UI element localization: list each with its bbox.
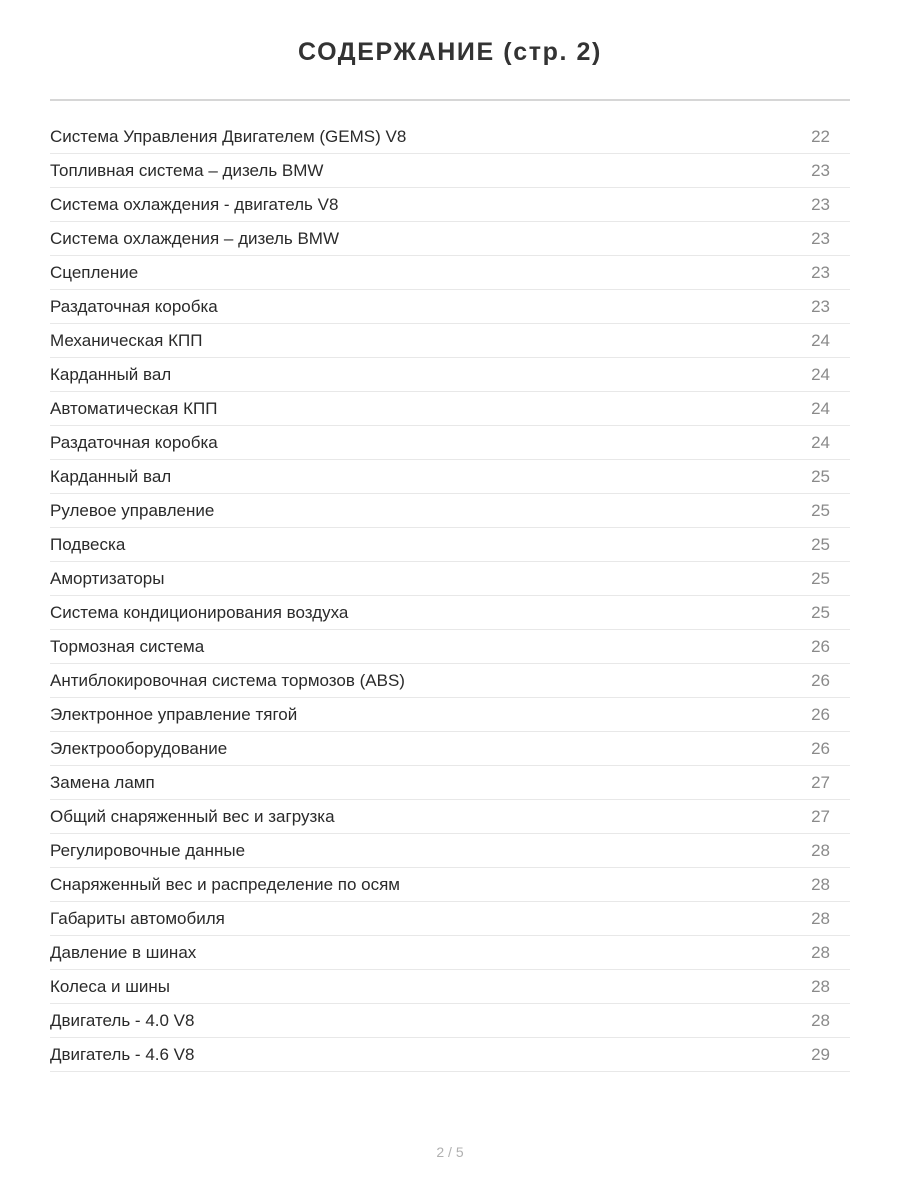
toc-entry-title: Система охлаждения – дизель BMW xyxy=(50,229,340,248)
toc-row[interactable] xyxy=(50,562,850,596)
toc-entry-page: 23 xyxy=(811,195,830,214)
toc-entry-page: 28 xyxy=(811,909,830,928)
toc-entry-page: 23 xyxy=(811,297,830,316)
toc-entry-page: 28 xyxy=(811,943,830,962)
toc-entry-title: Двигатель - 4.0 V8 xyxy=(50,1011,195,1030)
toc-entry-title: Система охлаждения - двигатель V8 xyxy=(50,195,339,214)
toc-entry-title: Топливная система – дизель BMW xyxy=(50,161,324,180)
toc-entry-page: 28 xyxy=(811,1011,830,1030)
toc-row[interactable] xyxy=(50,426,850,460)
toc-row[interactable] xyxy=(50,902,850,936)
toc-row[interactable] xyxy=(50,528,850,562)
toc-row[interactable] xyxy=(50,970,850,1004)
toc-entry-page: 24 xyxy=(811,331,830,350)
toc-entry-title: Раздаточная коробка xyxy=(50,433,218,452)
toc-entry-page: 24 xyxy=(811,365,830,384)
toc-entry-title: Тормозная система xyxy=(50,637,205,656)
toc-entry-page: 27 xyxy=(811,773,830,792)
toc-entry-page: 28 xyxy=(811,841,830,860)
toc-row[interactable] xyxy=(50,732,850,766)
title-divider xyxy=(50,99,850,101)
toc-entry-title: Карданный вал xyxy=(50,365,172,384)
toc-entry-page: 23 xyxy=(811,263,830,282)
toc-entry-page: 24 xyxy=(811,399,830,418)
toc-entry-page: 24 xyxy=(811,433,830,452)
toc-entry-page: 29 xyxy=(811,1045,830,1064)
toc-entry-page: 26 xyxy=(811,705,830,724)
toc-row[interactable] xyxy=(50,324,850,358)
toc-entry-title: Замена ламп xyxy=(50,773,155,792)
toc-entry-title: Общий снаряженный вес и загрузка xyxy=(50,807,335,826)
toc-entry-page: 25 xyxy=(811,467,830,486)
toc-entry-title: Давление в шинах xyxy=(50,943,197,962)
toc-entry-title: Снаряженный вес и распределение по осям xyxy=(50,875,400,894)
toc-entry-title: Электрооборудование xyxy=(50,739,228,758)
toc-row[interactable] xyxy=(50,664,850,698)
toc-entry-title: Амортизаторы xyxy=(50,569,165,588)
toc-row[interactable] xyxy=(50,120,850,154)
toc-entry-title: Подвеска xyxy=(50,535,126,554)
toc-row[interactable] xyxy=(50,1038,850,1072)
toc-entry-title: Электронное управление тягой xyxy=(50,705,298,724)
toc-entry-title: Автоматическая КПП xyxy=(50,399,218,418)
toc-entry-page: 28 xyxy=(811,977,830,996)
toc-entry-page: 23 xyxy=(811,161,830,180)
toc-row[interactable] xyxy=(50,188,850,222)
toc-entry-title: Антиблокировочная система тормозов (ABS) xyxy=(50,671,405,690)
toc-row[interactable] xyxy=(50,936,850,970)
toc-entry-page: 23 xyxy=(811,229,830,248)
toc-row[interactable] xyxy=(50,698,850,732)
toc-entry-title: Система кондиционирования воздуха xyxy=(50,603,349,622)
toc-entry-page: 26 xyxy=(811,637,830,656)
toc-row[interactable] xyxy=(50,1004,850,1038)
toc-row[interactable] xyxy=(50,154,850,188)
toc-entry-title: Сцепление xyxy=(50,263,139,282)
toc-row[interactable] xyxy=(50,358,850,392)
toc-entry-page: 25 xyxy=(811,569,830,588)
toc-row[interactable] xyxy=(50,494,850,528)
table-of-contents xyxy=(50,120,850,1072)
page-indicator: 2 / 5 xyxy=(436,1144,464,1160)
toc-entry-title: Габариты автомобиля xyxy=(50,909,225,928)
toc-row[interactable] xyxy=(50,868,850,902)
toc-entry-page: 26 xyxy=(811,671,830,690)
toc-entry-page: 22 xyxy=(811,127,830,146)
toc-entry-page: 25 xyxy=(811,603,830,622)
toc-entry-page: 28 xyxy=(811,875,830,894)
toc-row[interactable] xyxy=(50,256,850,290)
toc-row[interactable] xyxy=(50,222,850,256)
toc-row[interactable] xyxy=(50,392,850,426)
toc-row[interactable] xyxy=(50,630,850,664)
toc-row[interactable] xyxy=(50,800,850,834)
toc-entry-title: Колеса и шины xyxy=(50,977,170,996)
toc-entry-title: Система Управления Двигателем (GEMS) V8 xyxy=(50,127,407,146)
toc-entry-title: Механическая КПП xyxy=(50,331,203,350)
toc-entry-title: Рулевое управление xyxy=(50,501,215,520)
toc-entry-title: Раздаточная коробка xyxy=(50,297,218,316)
toc-entry-page: 27 xyxy=(811,807,830,826)
toc-entry-title: Карданный вал xyxy=(50,467,172,486)
toc-entry-page: 25 xyxy=(811,501,830,520)
toc-entry-page: 26 xyxy=(811,739,830,758)
toc-row[interactable] xyxy=(50,766,850,800)
page-title: СОДЕРЖАНИЕ (стр. 2) xyxy=(298,38,602,66)
toc-row[interactable] xyxy=(50,460,850,494)
toc-entry-title: Двигатель - 4.6 V8 xyxy=(50,1045,195,1064)
toc-entry-page: 25 xyxy=(811,535,830,554)
toc-entry-title: Регулировочные данные xyxy=(50,841,246,860)
toc-row[interactable] xyxy=(50,290,850,324)
toc-row[interactable] xyxy=(50,596,850,630)
toc-row[interactable] xyxy=(50,834,850,868)
